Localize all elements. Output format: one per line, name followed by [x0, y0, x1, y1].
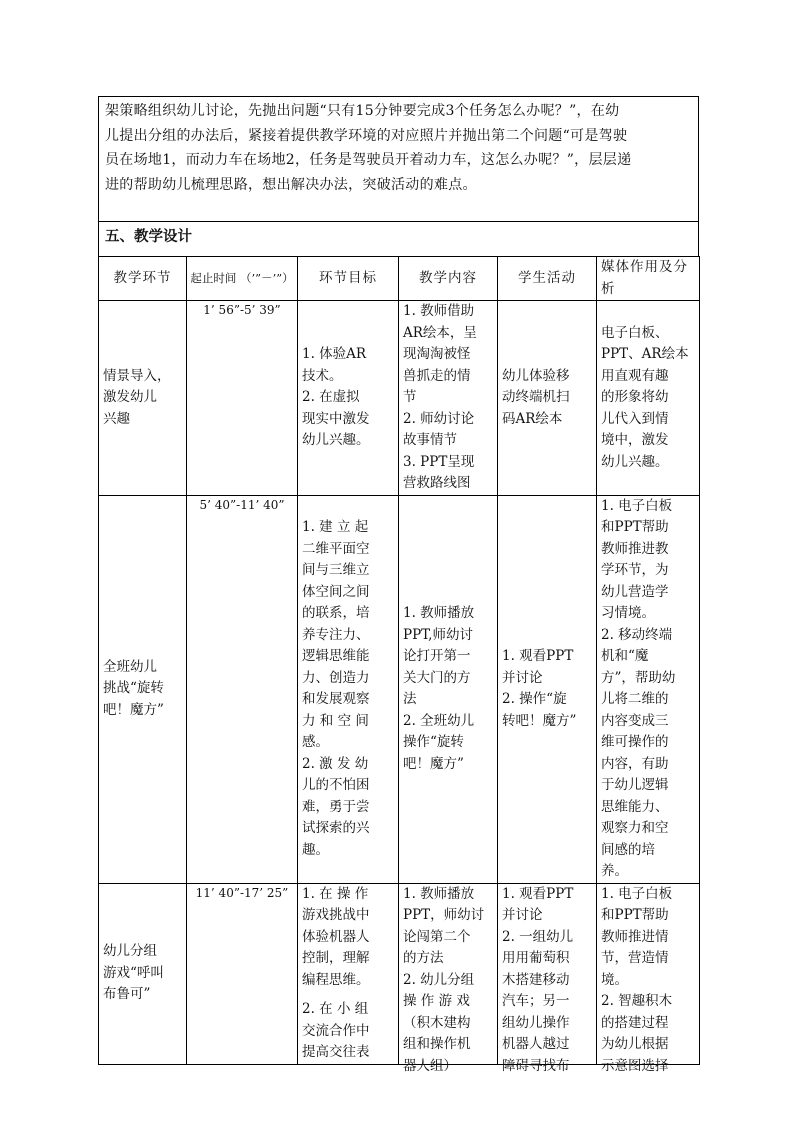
- cell-line: 境中，激发: [601, 432, 669, 448]
- cell-line: 境。: [601, 971, 628, 988]
- cell-line: 幼儿兴趣。: [302, 432, 370, 448]
- cell-line: 1. 教师借助: [403, 303, 475, 319]
- cell-line: 3. PPT呈现: [403, 453, 475, 470]
- cell-goal: [298, 495, 399, 883]
- cell-line: 2. 智趣积木: [601, 993, 673, 1009]
- cell-line: 转吧！魔方”: [502, 712, 577, 729]
- cell-content: [399, 301, 498, 496]
- cell-activity: [498, 495, 597, 883]
- cell-line: 幼儿兴趣。: [601, 453, 669, 470]
- cell-line: 组幼儿操作: [502, 1014, 570, 1031]
- cell-line: 全班幼儿: [103, 658, 157, 675]
- header-media: 媒体作用及分析: [597, 257, 700, 301]
- cell-line: 吧！魔方”: [103, 701, 164, 718]
- header-goal: 环节目标: [298, 257, 399, 301]
- cell-line: 提高交往表: [302, 1044, 370, 1060]
- cell-line: 现淘淘被怪: [403, 346, 471, 362]
- cell-line: 电子白板、: [601, 324, 669, 341]
- cell-line: 试探索的兴: [302, 820, 370, 836]
- cell-line: 2. 在虚拟: [302, 389, 360, 405]
- cell-line: 体空间之间: [302, 583, 370, 600]
- cell-line: 交流合作中: [302, 1022, 370, 1039]
- cell-line: 习情境。: [601, 605, 655, 621]
- cell-line: 汽车；另一: [502, 993, 570, 1009]
- cell-line: 1. 教师播放: [403, 605, 475, 621]
- cell-line: 码AR绘本: [502, 410, 563, 427]
- cell-line: 和发展观察: [302, 691, 370, 707]
- cell-line: 儿的不怕困: [302, 777, 370, 793]
- cell-line: 力 和 空 间: [302, 712, 369, 729]
- cell-line: 1. 在 操 作: [302, 885, 369, 902]
- cell-line: 学环节，为: [601, 562, 669, 578]
- cell-line: 感。: [302, 734, 329, 750]
- cell-line: 2. 全班幼儿: [403, 712, 475, 729]
- cell-line: 编程思维。: [302, 971, 370, 988]
- cell-line: 2. 师幼讨论: [403, 410, 475, 427]
- cell-line: 兴趣: [103, 410, 130, 427]
- cell-line: 兽抓走的情: [403, 367, 471, 384]
- cell-line: 论打开第一: [403, 648, 471, 664]
- cell-line: 机和“魔: [601, 648, 649, 664]
- cell-line: 吧！魔方”: [403, 755, 464, 772]
- cell-line: 挑战“旋转: [103, 680, 164, 697]
- cell-line: 的形象将幼: [601, 389, 669, 405]
- cell-line: 养。: [601, 863, 628, 879]
- cell-line: 现实中激发: [302, 410, 370, 427]
- document-page: [98, 96, 699, 1074]
- cell-media: [597, 883, 700, 1074]
- cell-line: 法: [403, 691, 417, 707]
- table-row: [99, 301, 700, 496]
- cell-stage: [99, 301, 187, 496]
- cell-line: 节，营造情: [601, 950, 669, 966]
- cell-line: 间与三维立: [302, 562, 370, 578]
- cell-stage: [99, 495, 187, 883]
- cell-line: 和PPT帮助: [601, 907, 669, 923]
- cell-line: 2. 一组幼儿: [502, 928, 574, 945]
- cell-activity: [498, 883, 597, 1074]
- cell-line: 为幼儿根据: [601, 1036, 669, 1052]
- cell-line: 的联系，培: [302, 605, 370, 621]
- cell-line: 的方法: [403, 950, 444, 966]
- cell-line: 观察力和空: [601, 820, 669, 836]
- cell-line: 情景导入，: [103, 367, 171, 384]
- cell-line: 的搭建过程: [601, 1014, 669, 1031]
- cell-line: 难，勇于尝: [302, 798, 370, 815]
- cell-line: 故事情节: [403, 432, 457, 448]
- cell-line: 幼儿体验移: [502, 367, 570, 384]
- cell-line: 1. 观看PPT: [502, 648, 574, 664]
- cell-line: 技术。: [302, 367, 343, 384]
- cell-stage: [99, 883, 187, 1064]
- header-time-line1: 起止时间: [190, 271, 237, 285]
- intro-line: 进的帮助幼儿梳理思路，想出解决办法，突破活动的难点。: [105, 176, 477, 193]
- cell-goal: [298, 883, 399, 1064]
- header-stage: 教学环节: [99, 257, 187, 301]
- cell-line: 营救路线图: [403, 475, 471, 491]
- cell-line: 2. 移动终端: [601, 626, 673, 643]
- cell-line: 器人组）: [403, 1057, 457, 1074]
- cell-line: 二维平面空: [302, 540, 370, 557]
- cell-line: 用直观有趣: [601, 367, 669, 384]
- cell-goal: [298, 301, 399, 496]
- intro-line: 儿提出分组的办法后，紧接着提供教学环境的对应照片并抛出第二个问题“可是驾驶: [105, 127, 628, 144]
- cell-activity: [498, 301, 597, 496]
- cell-line: 示意图选择: [601, 1057, 669, 1074]
- cell-line: 节: [403, 389, 417, 405]
- cell-line: 1. 观看PPT: [502, 885, 574, 902]
- cell-line: 木搭建移动: [502, 971, 570, 988]
- cell-line: 并讨论: [502, 669, 543, 686]
- cell-line: 间感的培: [601, 841, 655, 858]
- cell-line: 2. 在 小 组: [302, 1001, 369, 1017]
- cell-line: 2. 激 发 幼: [302, 755, 369, 772]
- cell-line: 幼儿分组: [103, 943, 157, 960]
- cell-line: 2. 幼儿分组: [403, 971, 475, 988]
- cell-line: 组和操作机: [403, 1036, 471, 1052]
- cell-line: 1. 电子白板: [601, 885, 673, 902]
- cell-line: 内容变成三: [601, 712, 669, 729]
- cell-line: 内容，有助: [601, 755, 669, 772]
- cell-line: 操 作 游 戏: [403, 993, 470, 1009]
- table-row: [99, 495, 700, 883]
- cell-line: 布鲁可”: [103, 986, 151, 1003]
- cell-line: AR绘本，呈: [403, 324, 477, 341]
- cell-line: 操作“旋转: [403, 734, 464, 750]
- cell-line: 逻辑思维能: [302, 648, 370, 664]
- cell-line: 维可操作的: [601, 734, 669, 750]
- cell-line: 关大门的方: [403, 669, 471, 686]
- cell-line: 方”，帮助幼: [601, 669, 676, 686]
- cell-line: 教师推进教: [601, 540, 669, 557]
- cell-line: 1. 建 立 起: [302, 519, 369, 535]
- cell-line: 用用葡萄积: [502, 950, 570, 966]
- cell-line: 幼儿营造学: [601, 583, 669, 600]
- cell-line: （积木建构: [403, 1014, 471, 1031]
- cell-line: 控制，理解: [302, 950, 370, 966]
- cell-content: [399, 883, 498, 1074]
- cell-line: 障碍寻找布: [502, 1057, 570, 1074]
- cell-time: 1’ 56”-5’ 39”: [187, 301, 298, 496]
- cell-line: 并讨论: [502, 907, 543, 923]
- header-time: [187, 257, 298, 301]
- header-time-line2: （’”－’”）: [240, 271, 294, 285]
- cell-content: [399, 495, 498, 883]
- cell-line: 论闯第二个: [403, 928, 471, 945]
- cell-line: 和PPT帮助: [601, 519, 669, 535]
- table-header-row: [99, 257, 700, 301]
- cell-line: 机器人越过: [502, 1036, 570, 1052]
- cell-line: 游戏“呼叫: [103, 964, 164, 981]
- header-content: 教学内容: [399, 257, 498, 301]
- cell-line: 1. 体验AR: [302, 346, 367, 362]
- cell-line: 1. 教师播放: [403, 885, 475, 902]
- cell-line: 动终端机扫: [502, 389, 570, 405]
- cell-line: 趣。: [302, 841, 329, 858]
- cell-line: 2. 操作“旋: [502, 691, 567, 707]
- intro-line: 员在场地1，而动力车在场地2，任务是驾驶员开着动力车，这怎么办呢？”，层层递: [105, 152, 632, 168]
- cell-line: 儿将二维的: [601, 691, 669, 707]
- cell-line: PPT，师幼讨: [403, 907, 485, 923]
- intro-paragraph: [98, 96, 699, 221]
- cell-media: [597, 301, 700, 496]
- cell-media: [597, 495, 700, 883]
- cell-line: 于幼儿逻辑: [601, 777, 669, 793]
- section-title: 五、教学设计: [98, 221, 699, 256]
- teaching-design-table: [98, 256, 700, 1074]
- cell-line: 力、创造力: [302, 669, 370, 686]
- cell-time: 5’ 40”-11’ 40”: [187, 495, 298, 883]
- cell-line: 儿代入到情: [601, 410, 669, 427]
- cell-line: 教师推进情: [601, 928, 669, 945]
- cell-line: PPT,师幼讨: [403, 626, 473, 643]
- table-row: [99, 883, 700, 1064]
- cell-line: 体验机器人: [302, 928, 370, 945]
- cell-line: PPT、AR绘本: [601, 346, 689, 362]
- cell-line: 1. 电子白板: [601, 497, 673, 514]
- header-activity: 学生活动: [498, 257, 597, 301]
- cell-line: 养专注力、: [302, 626, 370, 643]
- cell-line: 激发幼儿: [103, 389, 157, 405]
- cell-line: 游戏挑战中: [302, 907, 370, 923]
- cell-line: 思维能力、: [601, 798, 669, 815]
- intro-line: 架策略组织幼儿讨论，先抛出问题“只有15分钟要完成3个任务怎么办呢？”，在幼: [105, 103, 620, 119]
- cell-time: 11’ 40”-17’ 25”: [187, 883, 298, 1064]
